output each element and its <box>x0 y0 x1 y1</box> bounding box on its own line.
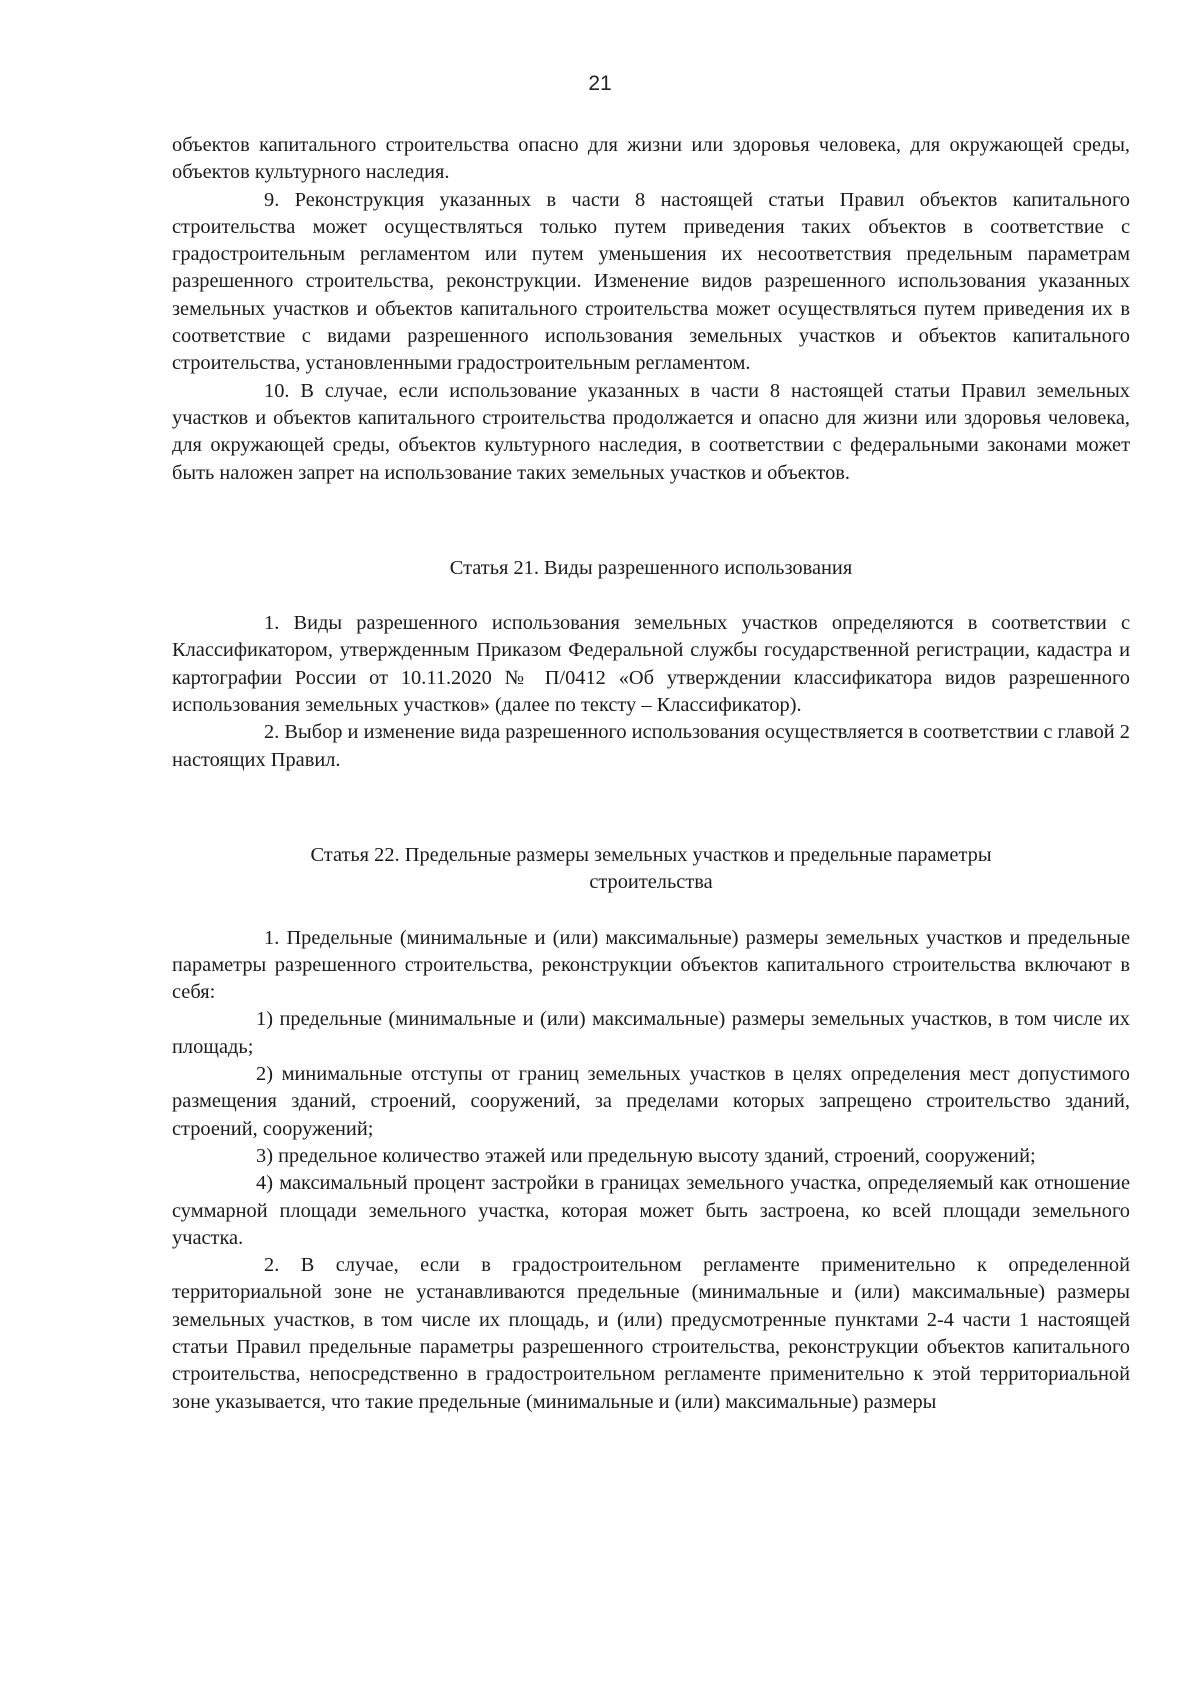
article-22-list-item-3: 3) предельное количество этажей или предельную высоту зданий, строений, сооружений; <box>256 1144 1036 1167</box>
article-22-list-item-1: 1) предельные (минимальные и (или) максимальные) размеры земельных участков, в том числе их площадь; <box>172 1008 1130 1058</box>
article-21-paragraph-1: 1. Виды разрешенного использования земельных участков определяются в соответствии с Классификатором, утвержденным Приказом Федеральной службы государственной регистрации, кадастра и картографии России от 10.11.2020 № П/0412 «Об утверждении классификатора видов разрешенного использования земельных участков» (далее по тексту – Классификатор). <box>172 612 1130 717</box>
article-21-paragraph-2: 2. Выбор и изменение вида разрешенного использования осуществляется в соответствии с главой 2 настоящих Правил. <box>172 721 1130 771</box>
document-body <box>172 132 1130 1416</box>
article-22-heading-line-2: строительства <box>589 871 713 894</box>
article-22-heading-line-1: Статья 22. Предельные размеры земельных участков и предельные параметры <box>310 843 992 866</box>
article-21-heading: Статья 21. Виды разрешенного использования <box>449 556 853 579</box>
article-22-list-item-4: 4) максимальный процент застройки в границах земельного участка, определяемый как отношение суммарной площади земельного участка, которая может быть застроена, ко всей площади земельного участка. <box>172 1172 1130 1249</box>
article-22-paragraph-1: 1. Предельные (минимальные и (или) максимальные) размеры земельных участков и предельные параметры разрешенного строительства, реконструкции объектов капитального строительства включают в себя: <box>172 926 1130 1004</box>
paragraph-item-9: 9. Реконструкция указанных в части 8 настоящей статьи Правил объектов капитального строительства может осуществляться только путем приведения таких объектов в соответствие с градостроительным регламентом или путем уменьшения их несоответствия предельным параметрам разрешенного строительства, реконструкции. Изменение видов разрешенного использования указанных земельных участков и объектов капитального строительства может осуществляться путем приведения их в соответствие с видами разрешенного использования земельных участков и объектов капитального строительства, установленными градостроительным регламентом. <box>172 188 1130 375</box>
article-22-list-item-2: 2) минимальные отступы от границ земельных участков в целях определения мест допустимого размещения зданий, строений, сооружений, за пределами которых запрещено строительство зданий, строений, сооружений; <box>172 1063 1130 1140</box>
paragraph-item-10: 10. В случае, если использование указанных в части 8 настоящей статьи Правил земельных участков и объектов капитального строительства продолжается и опасно для жизни или здоровья человека, для окружающей среды, объектов культурного наследия, в соответствии с федеральными законами может быть наложен запрет на использование таких земельных участков и объектов. <box>172 379 1130 484</box>
article-22-paragraph-2: 2. В случае, если в градостроительном регламенте применительно к определенной территориальной зоне не устанавливаются предельные (минимальные и (или) максимальные) размеры земельных участков, в том числе их площадь, и (или) предусмотренные пунктами 2-4 части 1 настоящей статьи Правил предельные параметры разрешенного строительства, реконструкции объектов капитального строительства, непосредственно в градостроительном регламенте применительно к этой территориальной зоне указывается, что такие предельные (минимальные и (или) максимальные) размеры <box>172 1254 1130 1413</box>
page-number: 21 <box>588 72 612 95</box>
paragraph-continuation: объектов капитального строительства опасно для жизни или здоровья человека, для окружающей среды, объектов культурного наследия. <box>172 134 1130 184</box>
